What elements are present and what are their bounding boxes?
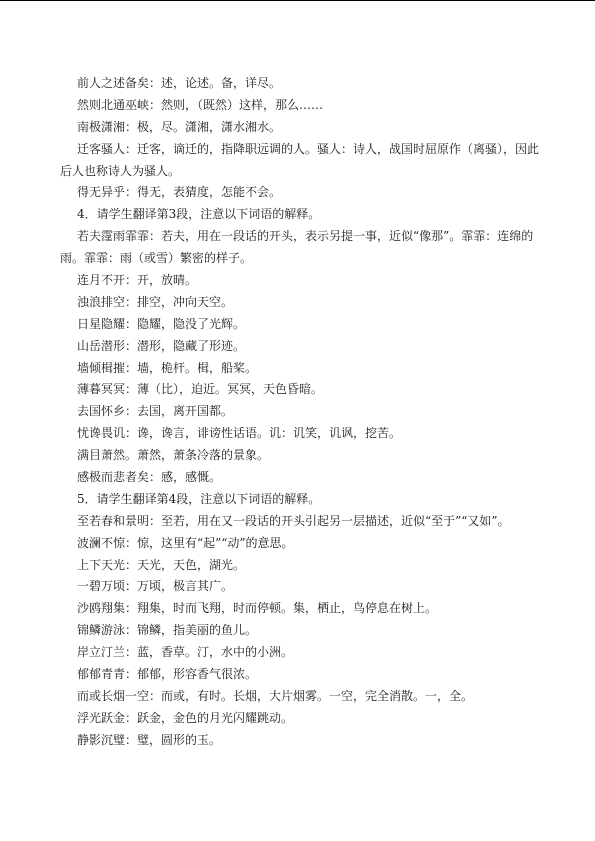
text-line: 墙倾楫摧：墙，桅杆。楫，船桨。 (77, 360, 258, 375)
text-line: 一碧万顷：万顷，极言其广。 (77, 579, 234, 594)
text-line: 日星隐耀：隐耀，隐没了光辉。 (77, 316, 246, 331)
text-line: 前人之述备矣：述，论述。备，详尽。 (77, 76, 282, 90)
text-line: 薄暮冥冥：薄（比），迫近。冥冥，天色昏暗。 (77, 382, 324, 397)
text-line: 静影沉璧：璧，圆形的玉。 (77, 732, 222, 747)
header-rule (0, 0, 595, 1)
document-body (60, 73, 540, 752)
text-line-continuation: 后人也称诗人为骚人。 (60, 163, 181, 178)
section-heading: 4．请学生翻译第3段，注意以下词语的解释。 (77, 207, 321, 222)
text-line: 连月不开：开，放晴。 (77, 273, 198, 288)
section-heading: 5．请学生翻译第4段，注意以下词语的解释。 (77, 491, 321, 506)
text-line: 岸立汀兰：蓝，香草。汀，水中的小洲。 (77, 645, 294, 660)
text-line: 若夫霪雨霏霏：若夫，用在一段话的开头，表示另提一事，近似“像那”。霏霏：连绵的 (77, 229, 534, 244)
text-line: 波澜不惊：惊，这里有“起”“动”的意思。 (77, 535, 294, 550)
text-line: 去国怀乡：去国，离开国都。 (77, 404, 234, 419)
text-line: 锦鳞游泳：锦鳞，指美丽的鱼儿。 (77, 623, 258, 638)
text-line: 感极而悲者矣：感，感慨。 (77, 470, 222, 485)
text-line: 满目萧然。萧然，萧条冷落的景象。 (77, 448, 270, 463)
text-line: 郁郁青青：郁郁，形容香气很浓。 (77, 667, 258, 682)
text-line: 得无异乎：得无，表猜度，怎能不会。 (77, 185, 282, 200)
text-line-continuation: 雨。霏霏：雨（或雪）繁密的样子。 (60, 251, 253, 266)
text-line: 迁客骚人：迁客，谪迁的，指降职远调的人。骚人：诗人，战国时屈原作（离骚），因此 (77, 141, 540, 156)
text-line: 然则北通巫峡：然则，（既然）这样，那么…… (77, 97, 324, 112)
text-line: 沙鸥翔集：翔集，时而飞翔，时而停顿。集，栖止，鸟停息在树上。 (77, 601, 438, 616)
text-line: 浮光跃金：跃金，金色的月光闪耀跳动。 (77, 710, 294, 725)
text-line: 而或长烟一空：而或，有时。长烟，大片烟雾。一空，完全消散。一，全。 (77, 688, 474, 703)
text-line: 忧谗畏讥：谗，谗言，诽谤性话语。讥：讥笑，讥讽，挖苦。 (77, 426, 402, 441)
text-line: 浊浪排空：排空，冲向天空。 (77, 294, 234, 309)
text-line: 上下天光：天光，天色，湖光。 (77, 557, 246, 572)
text-line: 山岳潜形：潜形，隐藏了形迹。 (77, 338, 246, 353)
text-line: 南极潇湘：极，尽。潇湘，潇水湘水。 (77, 119, 282, 134)
text-line: 至若春和景明：至若，用在又一段话的开头引起另一层描述，近似“至于”“又如”。 (77, 513, 510, 528)
